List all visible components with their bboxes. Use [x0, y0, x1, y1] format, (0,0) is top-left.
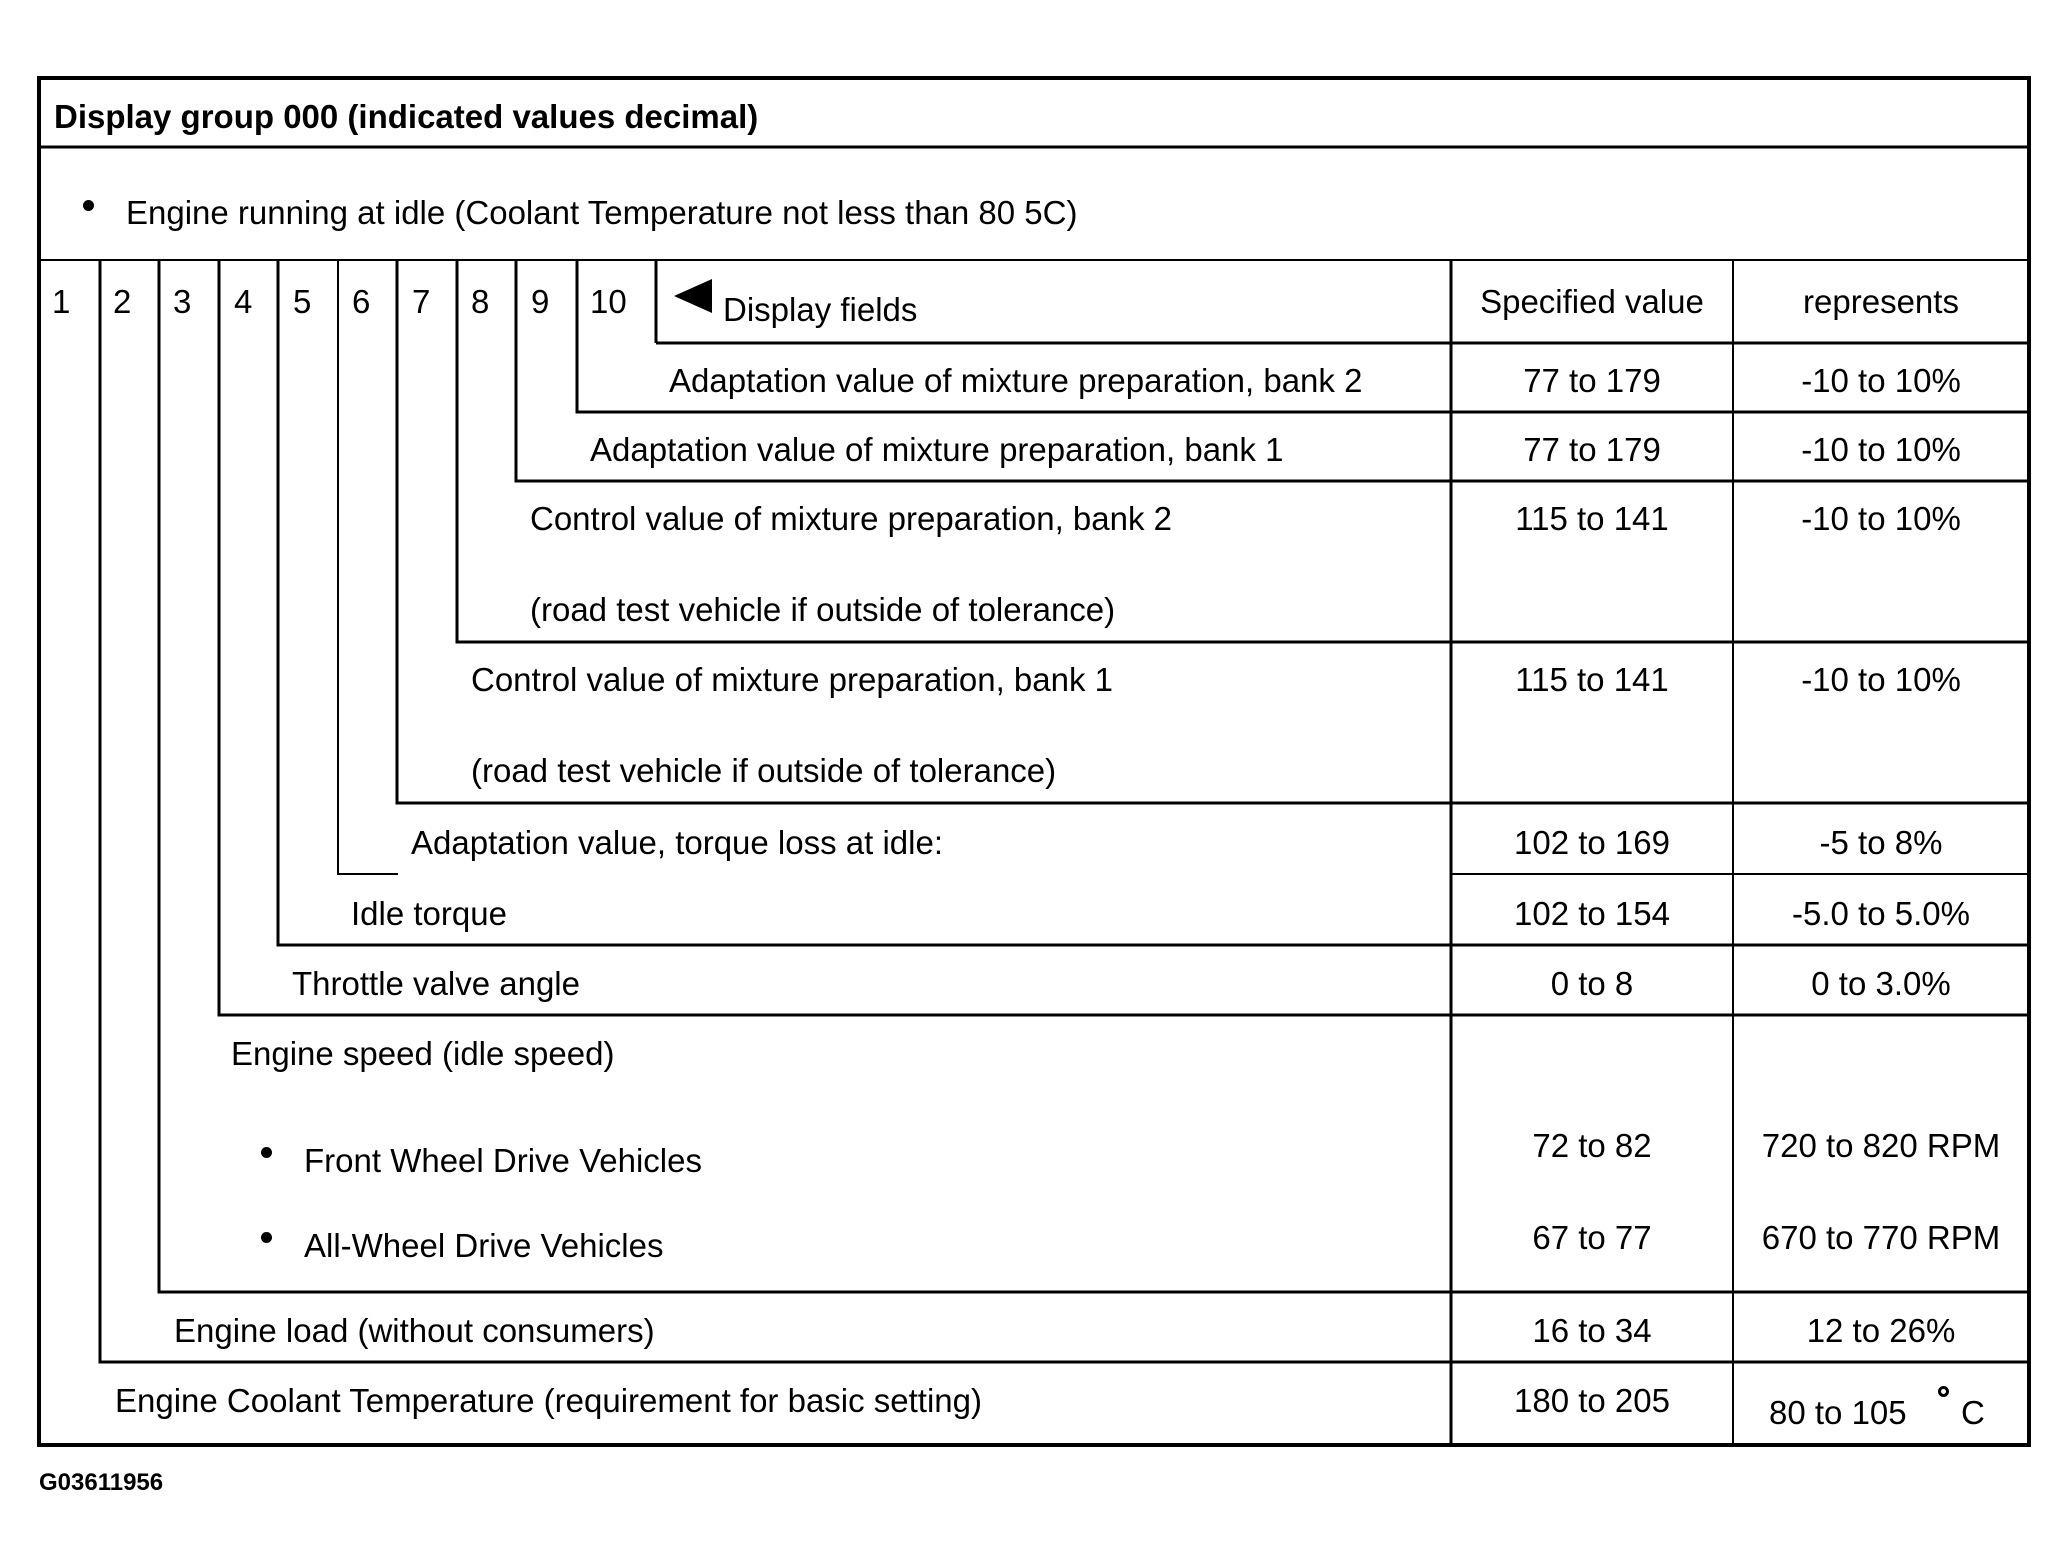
bullet-icon	[83, 200, 94, 211]
row-4-represents: 0 to 3.0%	[1811, 965, 1951, 1002]
row-5-represents: -5.0 to 5.0%	[1792, 895, 1970, 932]
field-number-6: 6	[352, 283, 371, 320]
row-6-spec: 102 to 169	[1514, 824, 1670, 861]
field-number-2: 2	[113, 283, 132, 320]
row-10-spec: 77 to 179	[1523, 362, 1661, 399]
row-1-label: Engine Coolant Temperature (requirement for basic setting)	[115, 1382, 983, 1419]
row-8-label: Control value of mixture preparation, bank 2	[530, 500, 1173, 537]
row-9-spec: 77 to 179	[1523, 431, 1661, 468]
table-title: Display group 000 (indicated values decimal)	[54, 98, 759, 135]
row-8-represents: -10 to 10%	[1801, 500, 1961, 537]
row-8-note: (road test vehicle if outside of tolerance)	[530, 591, 1116, 628]
bullet-icon	[261, 1147, 272, 1158]
row-5-label: Idle torque	[351, 895, 507, 932]
row-2-label: Engine load (without consumers)	[174, 1312, 655, 1349]
degree-icon	[1938, 1386, 1949, 1397]
row-6-represents: -5 to 8%	[1819, 824, 1943, 861]
row-1-spec: 180 to 205	[1514, 1382, 1670, 1419]
display-fields-header: Display fields	[723, 291, 918, 328]
row-3-sub-2-label: All-Wheel Drive Vehicles	[304, 1227, 664, 1264]
row-4-label: Throttle valve angle	[292, 965, 580, 1002]
row-7-spec: 115 to 141	[1515, 661, 1669, 698]
row-2-represents: 12 to 26%	[1806, 1312, 1956, 1349]
row-5-spec: 102 to 154	[1514, 895, 1670, 932]
field-number-8: 8	[471, 283, 490, 320]
figure-code: G03611956	[39, 1469, 164, 1496]
field-number-3: 3	[173, 283, 192, 320]
field-number-4: 4	[234, 283, 253, 320]
row-3-sub-2-spec: 67 to 77	[1532, 1219, 1652, 1256]
row-9-label: Adaptation value of mixture preparation, bank 1	[590, 431, 1284, 468]
represents-header: represents	[1803, 283, 1959, 320]
row-3-label: Engine speed (idle speed)	[231, 1035, 615, 1072]
row-7-label: Control value of mixture preparation, bank 1	[471, 661, 1114, 698]
row-4-spec: 0 to 8	[1550, 965, 1634, 1002]
test-condition: Engine running at idle (Coolant Temperature not less than 80 5C)	[126, 194, 1078, 231]
row-10-label: Adaptation value of mixture preparation, bank 2	[669, 362, 1363, 399]
row-6-label: Adaptation value, torque loss at idle:	[411, 824, 944, 861]
specified-value-header: Specified value	[1480, 283, 1704, 320]
row-10-represents: -10 to 10%	[1801, 362, 1961, 399]
row-3-sub-1-spec: 72 to 82	[1532, 1127, 1652, 1164]
row-2-spec: 16 to 34	[1532, 1312, 1652, 1349]
field-number-7: 7	[412, 283, 431, 320]
row-1-represents-value: 80 to 105	[1769, 1394, 1907, 1431]
bullet-icon	[261, 1232, 272, 1243]
row-7-represents: -10 to 10%	[1801, 661, 1961, 698]
field-number-1: 1	[52, 283, 71, 320]
row-3-sub-2-represents: 670 to 770 RPM	[1761, 1219, 2001, 1256]
arrow-left-icon	[674, 279, 712, 313]
row-7-note: (road test vehicle if outside of tolerance)	[471, 752, 1057, 789]
field-number-5: 5	[293, 283, 312, 320]
field-number-9: 9	[531, 283, 550, 320]
row-8-spec: 115 to 141	[1515, 500, 1669, 537]
row-3-sub-1-label: Front Wheel Drive Vehicles	[304, 1142, 702, 1179]
row-9-represents: -10 to 10%	[1801, 431, 1961, 468]
row-3-sub-1-represents: 720 to 820 RPM	[1761, 1127, 2001, 1164]
field-number-10: 10	[590, 283, 627, 320]
row-1-represents-unit: C	[1961, 1394, 1985, 1431]
